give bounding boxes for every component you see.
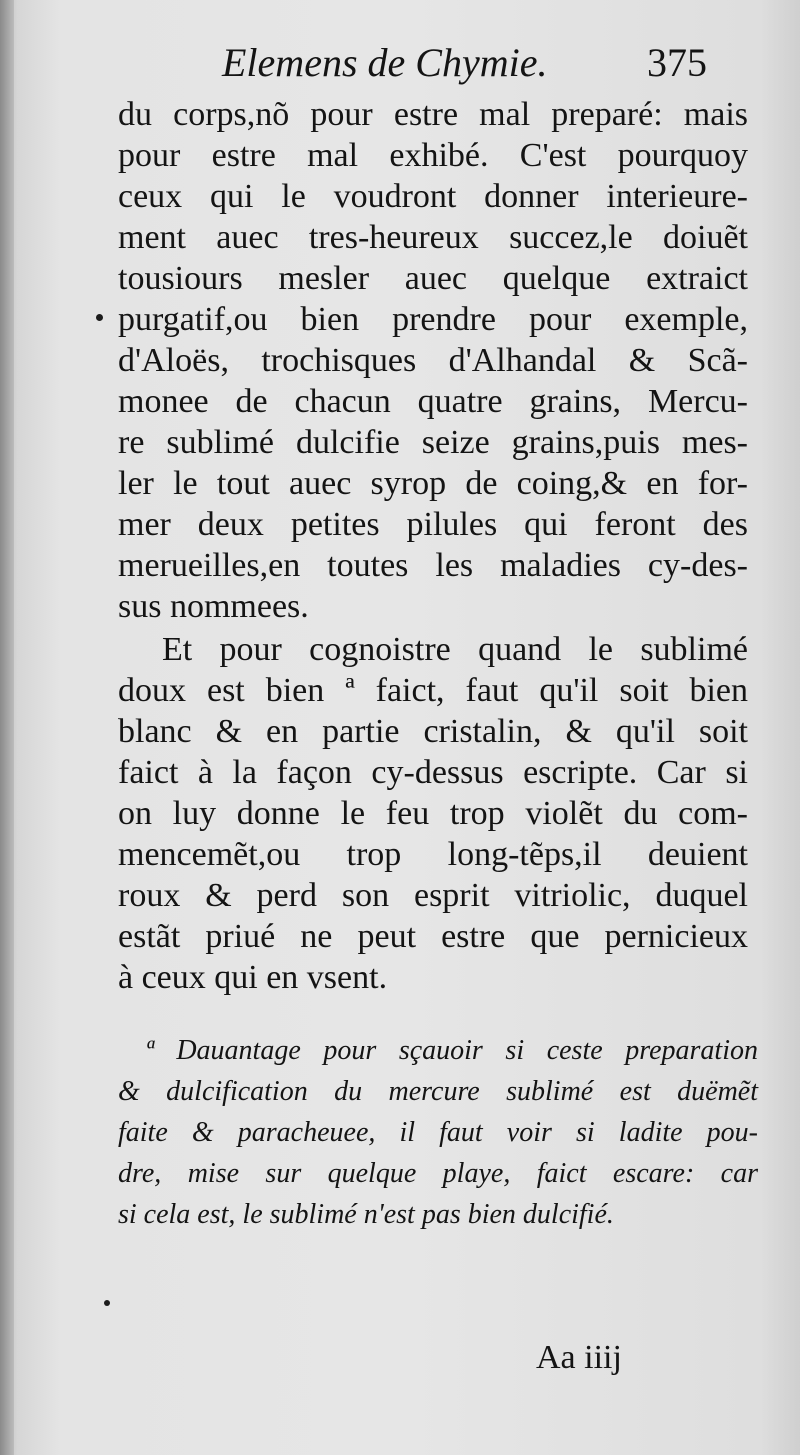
text-line: re sublimé dulcifie seize grains,puis mes- xyxy=(118,424,748,461)
text-line: sus nommees. xyxy=(118,588,309,625)
note-line: ª Dauantage pour sçauoir si ceste preparation xyxy=(146,1035,758,1066)
text-line: roux & perd son esprit vitriolic, duquel xyxy=(118,877,748,914)
show-through-ink xyxy=(118,1222,800,1262)
note-line: faite & paracheuee, il faut voir si ladite pou- xyxy=(118,1117,758,1148)
text-line: merueilles,en toutes les maladies cy-des- xyxy=(118,547,748,584)
text-line: doux est bien ª faict, faut qu'il soit bien xyxy=(118,672,748,709)
text-line: purgatif,ou bien prendre pour exemple, xyxy=(118,301,748,338)
paragraph-2 xyxy=(118,629,748,998)
text-line: on luy donne le feu trop violẽt du com- xyxy=(118,795,748,832)
running-head xyxy=(0,38,800,88)
note-line: dre, mise sur quelque playe, faict escare: car xyxy=(118,1158,758,1189)
text-line: Et pour cognoistre quand le sublimé xyxy=(162,631,748,668)
text-line: monee de chacun quatre grains, Mercu- xyxy=(118,383,748,420)
running-head-title: Elemens de Chymie. xyxy=(222,40,548,85)
text-line: d'Aloës, trochisques d'Alhandal & Scã- xyxy=(118,342,748,379)
text-line: blanc & en partie cristalin, & qu'il soit xyxy=(118,713,748,750)
binding-edge xyxy=(0,0,14,1455)
text-line: faict à la façon cy-dessus escripte. Car si xyxy=(118,754,748,791)
paragraph-1 xyxy=(118,94,748,627)
text-line: tousiours mesler auec quelque extraict xyxy=(118,260,748,297)
text-line: à ceux qui en vsent. xyxy=(118,959,388,996)
marginal-note xyxy=(118,1030,758,1235)
text-line: ment auec tres-heureux succez,le doiuẽt xyxy=(118,219,748,256)
text-line: pour estre mal exhibé. C'est pourquoy xyxy=(118,137,748,174)
text-line: mer deux petites pilules qui feront des xyxy=(118,506,748,543)
page-number: 375 xyxy=(647,40,707,85)
note-line: & dulcification du mercure sublimé est duëmẽt xyxy=(118,1076,758,1107)
text-line: du corps,nõ pour estre mal preparé: mais xyxy=(118,96,748,133)
text-line: ceux qui le voudront donner interieure- xyxy=(118,178,748,215)
note-line: si cela est, le sublimé n'est pas bien dulcifié. xyxy=(118,1199,614,1230)
signature-mark: Aa iiij xyxy=(536,1339,622,1376)
text-line: ler le tout auec syrop de coing,& en for- xyxy=(118,465,748,502)
ink-speck xyxy=(104,1300,110,1306)
text-line: mencemẽt,ou trop long-tẽps,il deuient xyxy=(118,836,748,873)
main-text xyxy=(118,94,748,998)
text-line: estãt priué ne peut estre que pernicieux xyxy=(118,918,748,955)
ink-speck xyxy=(96,314,103,321)
